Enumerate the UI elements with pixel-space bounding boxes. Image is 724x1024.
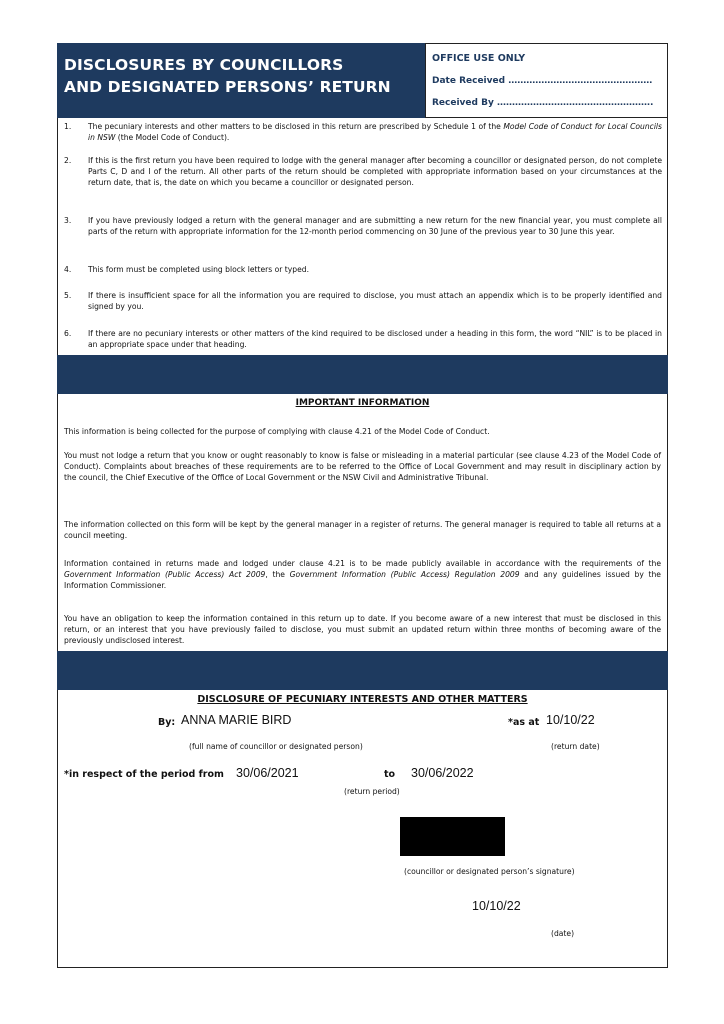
important-paragraph: The information collected on this form will be kept by the general manager in a register of returns. The general manager is required to table all returns at a council meeting.: [64, 520, 661, 541]
instruction-number: 6.: [64, 329, 72, 338]
section-divider-bar: [57, 355, 668, 394]
redacted-signature: [400, 817, 505, 856]
instruction-text: If there is insufficient space for all the information you are required to disclose, you must attach an appendix which is to be properly identified and signed by you.: [88, 291, 662, 311]
important-info-heading: IMPORTANT INFORMATION: [295, 398, 430, 408]
instruction-text: If you have previously lodged a return with the general manager and are submitting a new return for the new financial year, you must complete all parts of the return with appropriate information for the 12-month period commencing on 30 June of the previous year to 30 June this year.: [88, 216, 662, 236]
instruction-text: The pecuniary interests and other matters to be disclosed in this return are prescribed by Schedule 1 of the Model Code of Conduct for Local Councils in NSW (the Model Code of Conduct).: [88, 122, 662, 142]
to-label: to: [384, 769, 396, 780]
disclosure-heading: DISCLOSURE OF PECUNIARY INTERESTS AND OTHER MATTERS: [197, 694, 528, 705]
signature-caption: (councillor or designated person’s signature): [404, 867, 575, 876]
period-from-field[interactable]: 30/06/2021: [236, 766, 299, 780]
return-date-caption: (return date): [551, 742, 600, 751]
received-by-field: Received By …………………………………………….: [432, 98, 654, 108]
date-caption: (date): [551, 929, 575, 938]
period-label: *in respect of the period from: [64, 769, 224, 780]
instruction-item: [64, 215, 662, 250]
instruction-text: If there are no pecuniary interests or other matters of the kind required to be disclosed under a heading in this form, the word “NIL” is to be placed in an appropriate space under that heading.: [88, 329, 662, 349]
important-paragraph: Information contained in returns made and lodged under clause 4.21 is to be made publicly available in accordance with the requirements of the Government Information (Public Access) Act 2009, the Government Information (Public Access) Regulation 2009 and any guidelines issued by the Information Commissioner.: [64, 559, 661, 591]
instruction-item: [64, 155, 662, 201]
section-divider-bar: [57, 651, 668, 690]
instruction-number: 3.: [64, 216, 72, 225]
important-paragraph: You must not lodge a return that you know or ought reasonably to know is false or misleading in a material particular (see clause 4.23 of the Model Code of Conduct). Complaints about breaches of these requirements are to be referred to the Office of Local Government and may result in disciplinary action by the council, the Chief Executive of the Office of Local Government or the NSW Civil and Administrative Tribunal.: [64, 451, 661, 483]
important-paragraph: You have an obligation to keep the information contained in this return up to date. If you become aware of a new interest that must be disclosed in this return, or an interest that you have previously failed to disclose, you must submit an updated return within three months of becoming aware of the previously undisclosed interest.: [64, 614, 661, 646]
instruction-item: [64, 264, 662, 276]
signed-date-field[interactable]: 10/10/22: [472, 899, 521, 913]
instruction-item: [64, 121, 662, 145]
as-at-label: *as at: [508, 717, 540, 728]
instruction-text: If this is the first return you have been required to lodge with the general manager after becoming a councillor or designated person, do not complete Parts C, D and I of the return. All other parts of the return should be completed with appropriate information based on your circumstances at the return date, that is, the date on which you became a councillor or designated person.: [88, 156, 662, 187]
instruction-number: 4.: [64, 265, 72, 274]
instruction-text: This form must be completed using block letters or typed.: [88, 265, 309, 274]
return-date-field[interactable]: 10/10/22: [546, 713, 595, 727]
instruction-item: [64, 290, 662, 314]
form-title-line2: AND DESIGNATED PERSONS’ RETURN: [64, 78, 391, 96]
return-period-caption: (return period): [344, 787, 400, 796]
form-title-line1: DISCLOSURES BY COUNCILLORS: [64, 56, 344, 74]
name-caption: (full name of councillor or designated person): [189, 742, 363, 751]
instruction-number: 5.: [64, 291, 72, 300]
important-paragraph: This information is being collected for the purpose of complying with clause 4.21 of the Model Code of Conduct.: [64, 427, 490, 436]
by-label: By:: [158, 717, 176, 728]
form-title: [64, 54, 419, 98]
councillor-name-field[interactable]: ANNA MARIE BIRD: [181, 713, 292, 727]
instruction-number: 1.: [64, 122, 72, 131]
instruction-item: [64, 328, 662, 352]
office-use-title: OFFICE USE ONLY: [432, 53, 526, 64]
period-to-field[interactable]: 30/06/2022: [411, 766, 474, 780]
instruction-number: 2.: [64, 156, 72, 165]
date-received-field: Date Received …………………………………………: [432, 76, 653, 86]
